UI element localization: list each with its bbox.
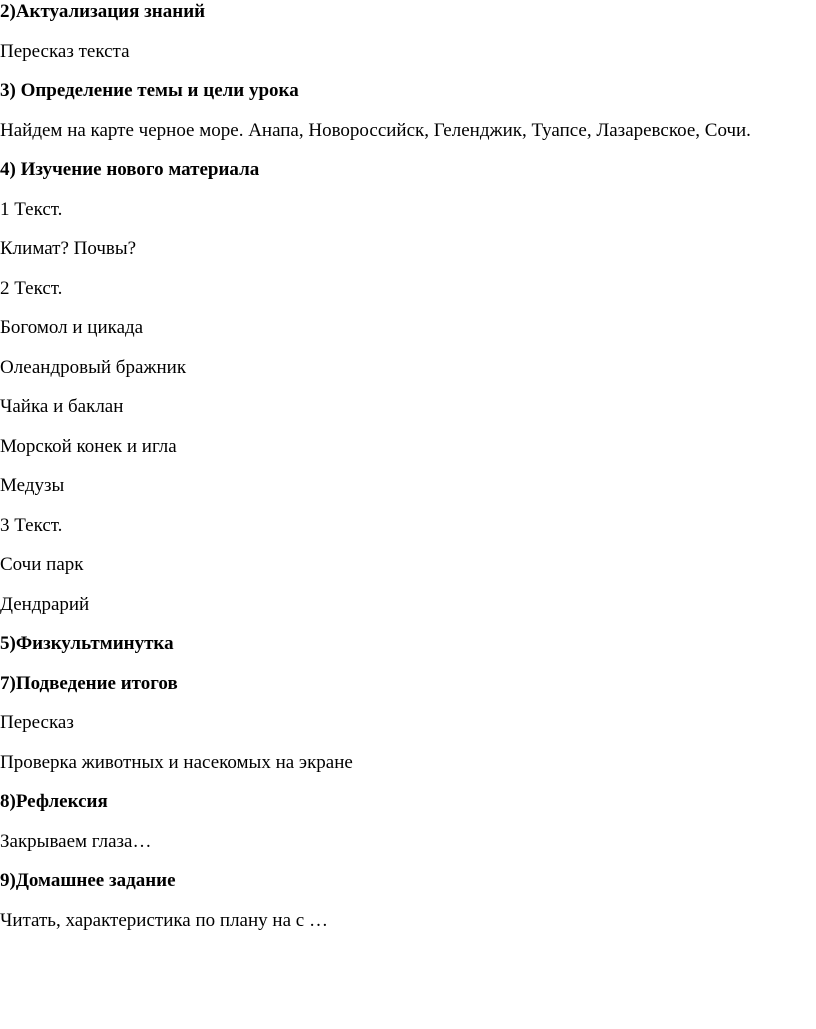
paragraph: Климат? Почвы? bbox=[0, 238, 137, 259]
paragraph: Дендрарий bbox=[0, 593, 90, 615]
section-heading: 7)Подведение итогов bbox=[0, 672, 178, 694]
section-heading: 8)Рефлексия bbox=[0, 791, 108, 812]
paragraph: Закрываем глаза… bbox=[0, 830, 152, 852]
paragraph: Олеандровый бражник bbox=[0, 356, 187, 378]
paragraph: Пересказ bbox=[0, 712, 74, 733]
section-heading: 3) Определение темы и цели урока bbox=[0, 80, 299, 101]
paragraph: Проверка животных и насекомых на экране bbox=[0, 751, 353, 773]
section-heading: 9)Домашнее задание bbox=[0, 870, 176, 891]
paragraph: Богомол и цикада bbox=[0, 317, 144, 338]
paragraph: Читать, характеристика по плану на с … bbox=[0, 909, 328, 931]
paragraph: Медузы bbox=[0, 475, 65, 496]
paragraph: Найдем на карте черное море. Анапа, Новороссийск, Геленджик, Туапсе, Лазаревское, Сочи. bbox=[0, 119, 751, 141]
paragraph: Сочи парк bbox=[0, 554, 84, 575]
section-heading: 5)Физкультминутка bbox=[0, 633, 174, 654]
paragraph: Чайка и баклан bbox=[0, 396, 124, 417]
section-heading: 2)Актуализация знаний bbox=[0, 1, 206, 22]
paragraph: Пересказ текста bbox=[0, 40, 130, 62]
paragraph: 3 Текст. bbox=[0, 514, 63, 536]
paragraph: 2 Текст. bbox=[0, 277, 63, 299]
section-heading: 4) Изучение нового материала bbox=[0, 159, 260, 180]
paragraph: 1 Текст. bbox=[0, 198, 63, 220]
paragraph: Морской конек и игла bbox=[0, 435, 177, 457]
